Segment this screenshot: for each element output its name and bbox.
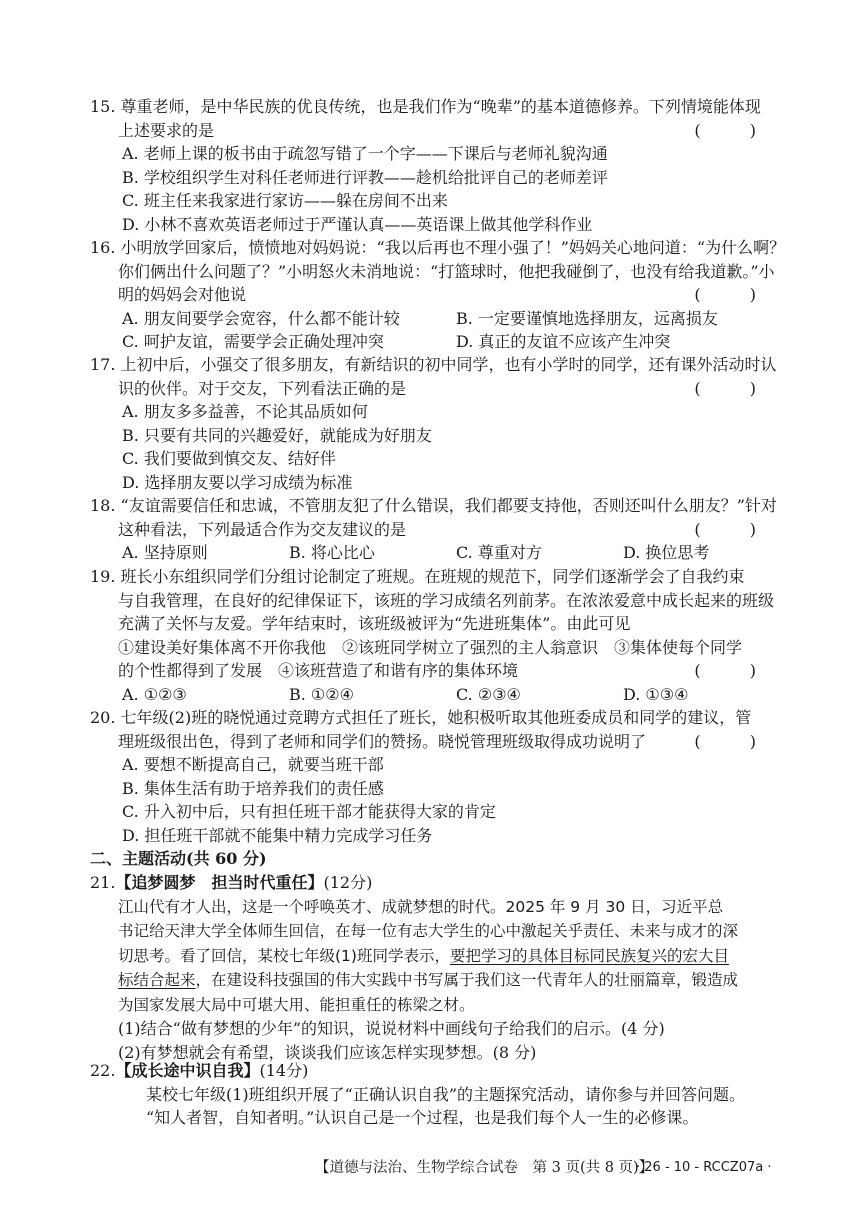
option-c: C. 我们要做到慎交友、结好伴 [122, 449, 336, 468]
option-c: C. 升入初中后，只有担任班干部才能获得大家的肯定 [122, 802, 496, 821]
question-stem: 与自我管理，在良好的纪律保证下，该班的学习成绩名列前茅。在浓浓爱意中成长起来的班级 [118, 590, 775, 610]
question-heading: 21.【追梦圆梦 担当时代重任】(12分) [90, 873, 373, 892]
material-line: 书记给天津大学全体师生回信，在每一位有志大学生的心中激起关乎责任、未来与成才的深 [118, 922, 739, 940]
topic-title: 【追梦圆梦 担当时代重任】 [115, 873, 324, 892]
option-b: B. 集体生活有助于培养我们的责任感 [122, 778, 384, 798]
option-d: D. 担任班干部就不能集中精力完成学习任务 [122, 825, 433, 845]
option-a: A. 要想不断提高自己，就要当班干部 [122, 755, 384, 774]
underlined-sentence: 要把学习的具体目标同民族复兴的宏大目 [449, 946, 729, 965]
option-d: D. 选择朋友要以学习成绩为标准 [122, 472, 353, 492]
material-line: 为国家发展大局中可堪大用、能担重任的栋梁之材。 [118, 995, 475, 1014]
option-a: A. 坚持原则 [122, 543, 208, 562]
question-16 [90, 236, 790, 354]
question-statements: ①建设美好集体离不开你我他 ②该班同学树立了强烈的主人翁意识 ③集体使每个同学 [118, 637, 743, 657]
question-20 [90, 706, 790, 847]
footer-code: · 26 - 10 - RCCZ07a · [636, 1160, 772, 1175]
question-19 [90, 565, 790, 706]
question-22 [90, 1059, 790, 1130]
option-a: A. 朋友间要学会宽容，什么都不能计较 [122, 308, 400, 328]
option-b: B. 将心比心 [289, 543, 375, 562]
option-row [90, 330, 790, 354]
option-d: D. 小林不喜欢英语老师过于严谨认真——英语课上做其他学科作业 [122, 214, 593, 234]
question-stem: 理班级很出色，得到了老师和同学们的赞扬。晓悦管理班级取得成功说明了 ( ) [90, 730, 790, 754]
topic-title: 【成长途中识自我】 [115, 1061, 260, 1080]
option-c: C. ②③④ [456, 684, 521, 704]
option-b: B. 只要有共同的兴趣爱好，就能成为好朋友 [122, 425, 432, 445]
option-row [90, 307, 790, 331]
option-a: A. ①②③ [122, 684, 187, 704]
question-17 [90, 353, 790, 494]
option-row [90, 541, 790, 565]
question-21 [90, 871, 790, 1064]
option-c: C. 班主任来我家进行家访——躲在房间不出来 [122, 191, 448, 210]
question-18 [90, 494, 790, 565]
option-a: A. 老师上课的板书由于疏忽写错了一个字——下课后与老师礼貌沟通 [122, 144, 608, 163]
sub-question-2: (2)有梦想就会有希望，谈谈我们应该怎样实现梦想。(8 分) [118, 1042, 537, 1062]
question-heading: 22.【成长途中识自我】(14分) [90, 1061, 309, 1080]
intro-line: 某校七年级(1)班组织开展了“正确认识自我”的主题探究活动，请你参与并回答问题。 [146, 1084, 746, 1104]
question-stem: 15. 尊重老师，是中华民族的优良传统，也是我们作为“晚辈”的基本道德修养。下列情境能体现 [90, 97, 761, 116]
answer-paren: ( ) [694, 519, 778, 539]
option-c: C. 呵护友谊，需要学会正确处理冲突 [122, 332, 384, 351]
answer-paren: ( ) [694, 731, 778, 751]
underlined-sentence: 标结合起来 [118, 971, 196, 989]
option-d: D. 换位思考 [623, 543, 710, 562]
question-stem: 充满了关怀与友爱。学年结束时，该班级被评为“先进班集体”。由此可见 [118, 614, 631, 633]
question-stem: 18. “友谊需要信任和忠诚，不管朋友犯了什么错误，我们都要支持他，否则还叫什么朋友？”针对 [90, 496, 777, 515]
section-heading [90, 847, 790, 871]
material-line: 切思考。看了回信，某校七年级(1)班同学表示，要把学习的具体目标同民族复兴的宏大目 [118, 946, 729, 965]
option-row [90, 683, 790, 707]
question-stem: 你们俩出什么问题了？”小明怒火未消地说：“打篮球时，他把我碰倒了，也没有给我道歉。”小 [118, 261, 775, 281]
question-stem: 这种看法，下列最适合作为交友建议的是 ( ) [90, 518, 790, 542]
question-stem: 明的妈妈会对他说 ( ) [90, 283, 790, 307]
material-text [90, 895, 790, 1018]
answer-paren: ( ) [694, 661, 778, 680]
question-statements: 的个性都得到了发展 ④该班营造了和谐有序的集体环境 ( ) [90, 659, 790, 683]
sub-question-1: (1)结合“做有梦想的少年”的知识，说说材料中画线句子给我们的启示。(4 分) [118, 1019, 665, 1038]
option-b: B. 一定要谨慎地选择朋友，远离损友 [456, 308, 718, 328]
question-stem: 19. 班长小东组织同学们分组讨论制定了班规。在班规的规范下，同学们逐渐学会了自我约束 [90, 567, 745, 586]
footer-title: 【道德与法治、生物学综合试卷 第 3 页(共 8 页)】 [315, 1160, 654, 1176]
option-a: A. 朋友多多益善，不论其品质如何 [122, 402, 368, 421]
question-stem: 16. 小明放学回家后，愤愤地对妈妈说：“我以后再也不理小强了！”妈妈关心地问道：“为什么啊？ [90, 238, 786, 257]
answer-paren: ( ) [694, 285, 778, 304]
answer-paren: ( ) [694, 378, 778, 398]
page-footer [0, 1157, 867, 1179]
question-stem: 20. 七年级(2)班的晓悦通过竞聘方式担任了班长，她积极听取其他班委成员和同学的建议，管 [90, 708, 752, 727]
option-c: C. 尊重对方 [456, 543, 542, 562]
option-b: B. ①②④ [289, 684, 354, 704]
section-title: 二、主题活动(共 60 分) [90, 849, 267, 868]
question-stem: 识的伙伴。对于交友，下列看法正确的是 ( ) [90, 377, 790, 401]
option-b: B. 学校组织学生对科任老师进行评教——趁机给批评自己的老师差评 [122, 167, 608, 187]
option-d: D. 真正的友谊不应该产生冲突 [456, 332, 671, 351]
answer-paren: ( ) [694, 120, 778, 140]
question-15 [90, 95, 790, 236]
material-line: 标结合起来，在建设科技强国的伟大实践中书写属于我们这一代青年人的壮丽篇章，锻造成 [118, 971, 739, 989]
question-stem: 上述要求的是 ( ) [90, 119, 790, 143]
intro-line: “知人者智，自知者明。”认识自己是一个过程，也是我们每个人一生的必修课。 [146, 1108, 699, 1127]
question-stem: 17. 上初中后，小强交了很多朋友，有新结识的初中同学，也有小学时的同学，还有课外活动时认 [90, 355, 777, 374]
material-line: 江山代有才人出，这是一个呼唤英才、成就梦想的时代。2025 年 9 月 30 日，习近平总 [118, 897, 724, 916]
option-d: D. ①③④ [623, 684, 689, 704]
